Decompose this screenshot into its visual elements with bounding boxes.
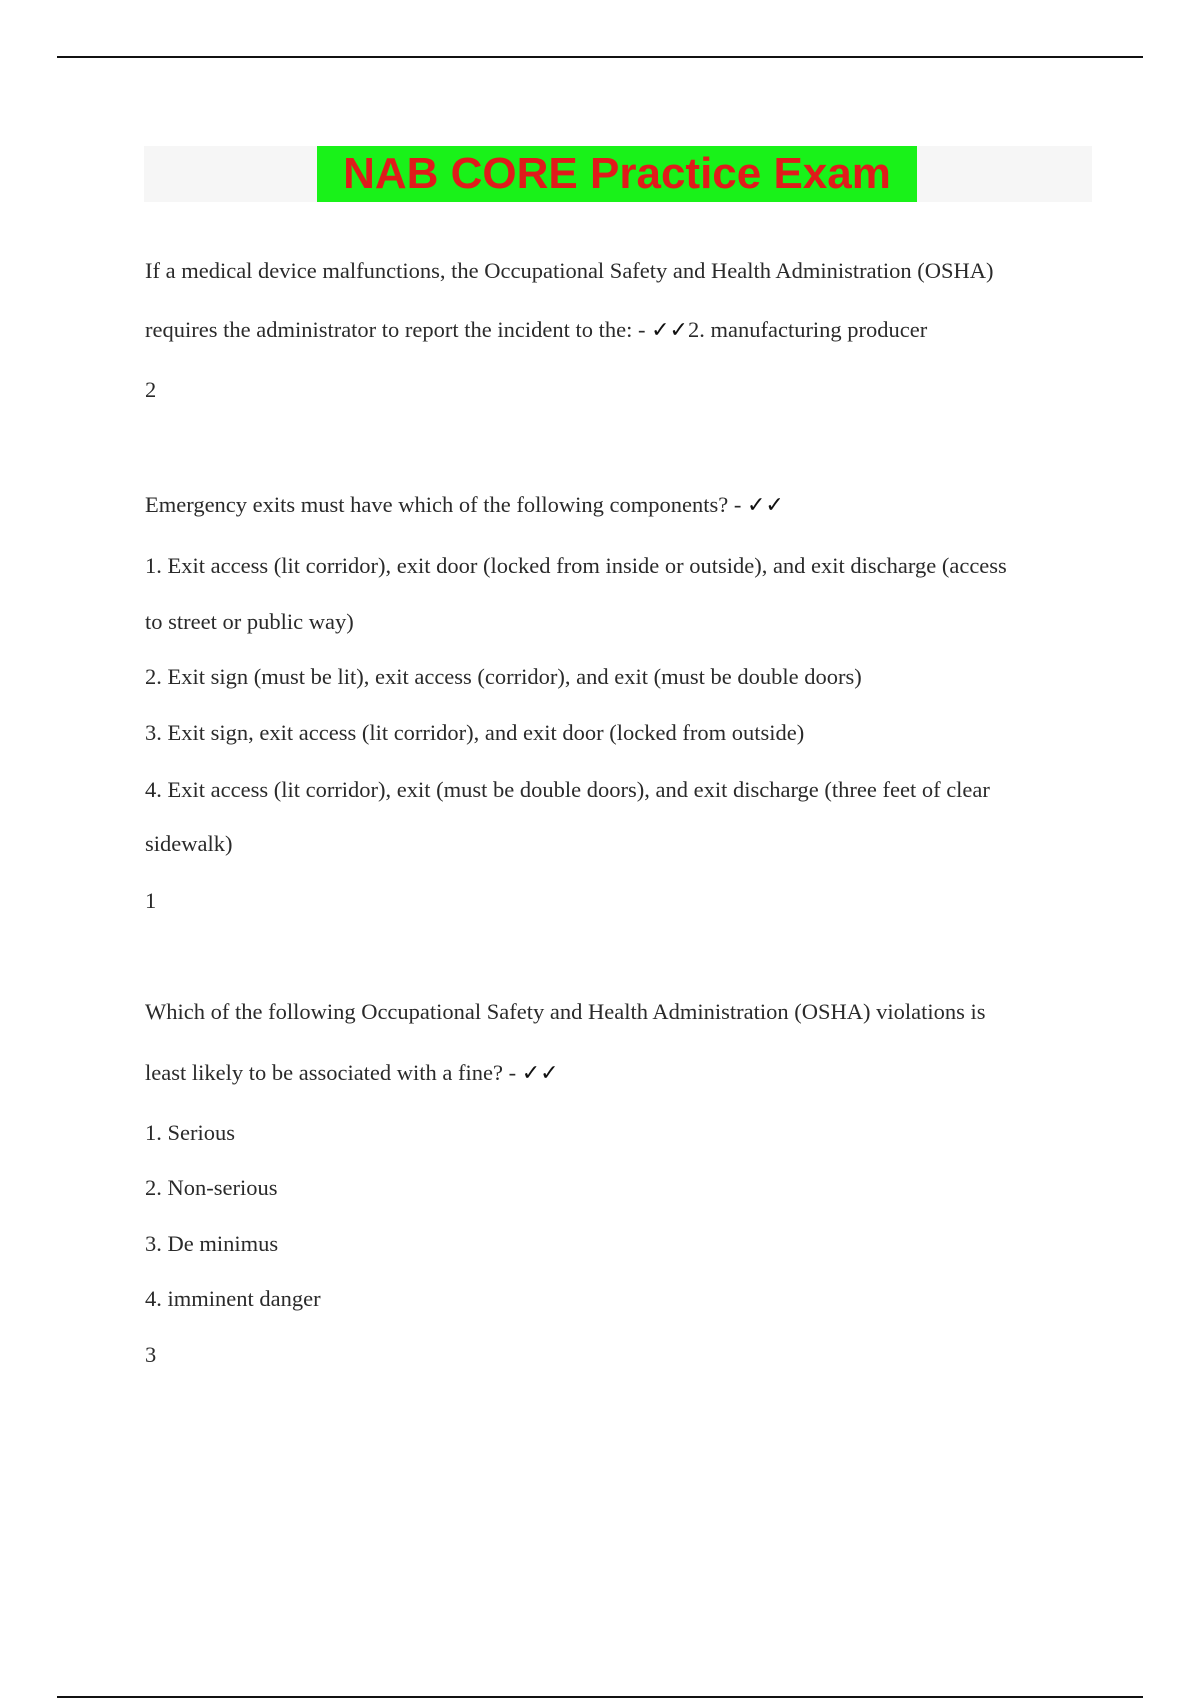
question-1-text-line-1: If a medical device malfunctions, the Occupational Safety and Health Administration (OSHA): [145, 258, 994, 283]
question-3-text-line-2: [145, 1058, 559, 1089]
checkmark-icon: ✓✓: [651, 318, 688, 343]
question-2-option-1-continued: to street or public way): [145, 609, 354, 634]
question-2-option-1: 1. Exit access (lit corridor), exit door (locked from inside or outside), and exit discharge (access: [145, 553, 1007, 578]
question-2-option-4: 4. Exit access (lit corridor), exit (must be double doors), and exit discharge (three feet of clear: [145, 777, 990, 802]
question-3-answer: 3: [145, 1342, 157, 1367]
question-3-option-2: 2. Non-serious: [145, 1175, 278, 1200]
checkmark-icon: ✓✓: [521, 1061, 559, 1086]
checkmark-icon: ✓✓: [746, 493, 784, 518]
question-2-prompt-text: Emergency exits must have which of the following components? -: [145, 492, 747, 517]
page-title: NAB CORE Practice Exam: [317, 146, 917, 202]
question-3-option-3: 3. De minimus: [145, 1231, 279, 1256]
top-rule: [57, 56, 1143, 58]
question-2-option-2: 2. Exit sign (must be lit), exit access (corridor), and exit (must be double doors): [145, 664, 862, 689]
question-3-option-1: 1. Serious: [145, 1120, 235, 1145]
question-1-inline-answer: 2. manufacturing producer: [687, 317, 928, 342]
question-3-option-4: 4. imminent danger: [145, 1286, 321, 1311]
question-1-answer: 2: [145, 377, 157, 402]
question-1-prompt-end: requires the administrator to report the incident to the: -: [145, 317, 652, 342]
bottom-rule: [57, 1696, 1143, 1698]
question-3-text-line-1: Which of the following Occupational Safety and Health Administration (OSHA) violations is: [145, 999, 986, 1024]
question-3-prompt-end: least likely to be associated with a fine? -: [145, 1060, 522, 1085]
question-2-answer: 1: [145, 888, 157, 913]
question-2-prompt: [145, 490, 784, 521]
question-2-option-3: 3. Exit sign, exit access (lit corridor), and exit door (locked from outside): [145, 720, 805, 745]
question-1-text-line-2: [145, 315, 927, 346]
question-2-option-4-continued: sidewalk): [145, 831, 233, 856]
